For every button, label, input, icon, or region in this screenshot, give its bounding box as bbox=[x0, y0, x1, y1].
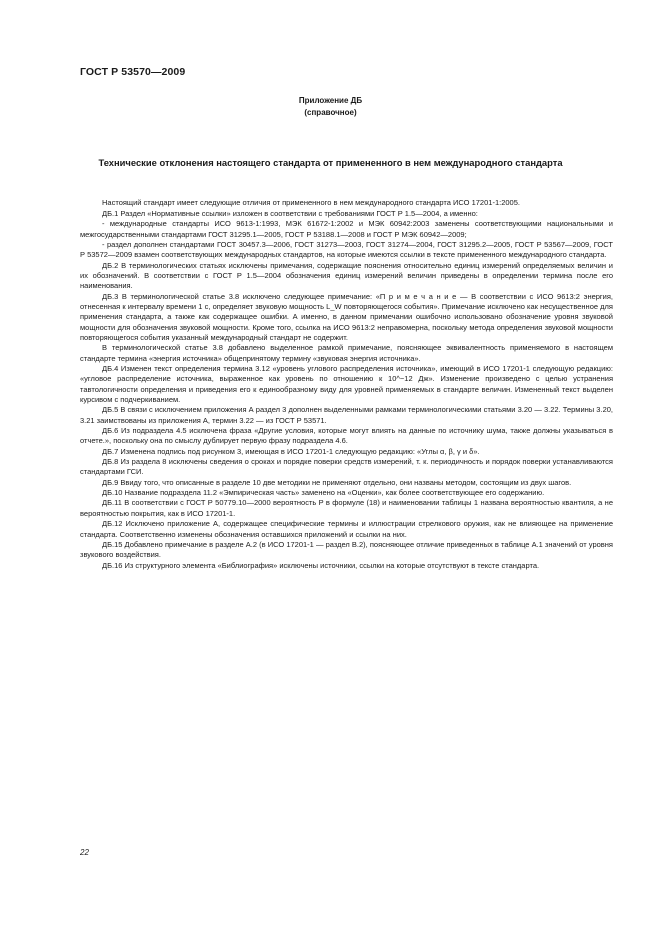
paragraph: ДБ.10 Название подраздела 11.2 «Эмпирическая часть» заменено на «Оценки», как более соответствующее его содержанию. bbox=[102, 488, 545, 498]
appendix-title: Приложение ДБ bbox=[298, 96, 363, 105]
paragraph: ДБ.5 В связи с исключением приложения А раздел 3 дополнен выделенными рамками терминологическими статьями 3.20 — 3.22. Термины 3.20, 3.21 заимствованы из приложения А, термин 3.22 — из ГОСТ Р 53571. bbox=[80, 405, 613, 425]
page-number: 22 bbox=[80, 848, 89, 857]
paragraph: ДБ.1 Раздел «Нормативные ссылки» изложен в соответствии с требованиями ГОСТ Р 1.5—2004, а именно: bbox=[102, 208, 478, 218]
paragraph: ДБ.3 В терминологической статье 3.8 исключено следующее примечание: «П р и м е ч а н и е — В соответствии с ИСО 9613:2 энергия, отнесенная к интервалу времени 1 с, определяет звуковую мощность L_W повторяющегося события». Примечание исключено как несущественное для применения стандарта, а также как содержащее ошибки. А именно, в данном примечании ошибочно использовано обозначение уровня звуковой мощности для обозначения звуковой мощности. Кроме того, ссылка на ИСО 9613:2 неправомерна, поскольку метода определения звуковой мощности повторяющегося события указанный международный стандарт не содержит. bbox=[80, 291, 613, 342]
paragraph: ДБ.6 Из подраздела 4.5 исключена фраза «Другие условия, которые могут влиять на данные по источнику шума, также должны указываться в отчете.», поскольку она по смыслу дублирует первую фразу подраздела 4.6. bbox=[80, 426, 613, 446]
paragraph: ДБ.4 Изменен текст определения термина 3.12 «уровень углового распределения источника», имеющий в ИСО 17201-1 следующую редакцию: «угловое распределение источника, выраженное как уровень по отношению к 10^−12 Дж». Изменение произведено с целью устранения тавтологичности определения и приведения его к единообразному виду для уровней применяемых в стандарте величин. Измененный текст выделен курсивом с подчеркиванием. bbox=[80, 364, 613, 405]
paragraph: ДБ.12 Исключено приложение А, содержащее специфические термины и иллюстрации стрелкового оружия, как не влияющее на применение стандарта. Соответственно изменены обозначения оставшихся приложений и ссылки на них. bbox=[80, 519, 613, 539]
paragraph: ДБ.7 Изменена подпись под рисунком 3, имеющая в ИСО 17201-1 следующую редакцию: «Углы α, β, γ и δ». bbox=[102, 446, 480, 456]
paragraph: ДБ.9 Ввиду того, что описанные в разделе 10 две методики не применяют отдельно, они названы методом, состоящим из двух шагов. bbox=[102, 477, 572, 487]
body-text bbox=[80, 198, 613, 571]
paragraph: Настоящий стандарт имеет следующие отличия от примененного в нем международного стандарта ИСО 17201-1:2005. bbox=[102, 198, 520, 207]
paragraph: ДБ.2 В терминологических статьях исключены примечания, содержащие пояснения относительно единиц измерений определяемых величин и их обозначений. В соответствии с ГОСТ Р 1.5—2004 обозначения единиц измерений величин приведены в определении термина после его наименования. bbox=[80, 260, 613, 291]
appendix-type: (справочное) bbox=[304, 108, 357, 117]
paragraph: В терминологической статье 3.8 добавлено выделенное рамкой примечание, поясняющее эквивалентность применяемого в настоящем стандарте термина «энергия источника» общепринятому термину «звуковая энергия источника». bbox=[80, 343, 613, 363]
paragraph: ДБ.11 В соответствии с ГОСТ Р 50779.10—2000 вероятность P в формуле (18) и наименовании таблицы 1 названа вероятностью квантиля, а не вероятностью покрытия, как в ИСО 17201-1. bbox=[80, 498, 613, 518]
document-code: ГОСТ Р 53570—2009 bbox=[80, 66, 186, 78]
paragraph: - раздел дополнен стандартами ГОСТ 30457.3—2006, ГОСТ 31273—2003, ГОСТ 31274—2004, ГОСТ 31295.2—2005, ГОСТ Р 53567—2009, ГОСТ Р 53572—2009 взамен соответствующих международных стандартов, на которые имеются ссылки в тексте примененного международного стандарта. bbox=[80, 239, 613, 260]
section-title: Технические отклонения настоящего стандарта от примененного в нем международного стандарта bbox=[98, 157, 563, 168]
paragraph: ДБ.16 Из структурного элемента «Библиография» исключены источники, ссылки на которые отсутствуют в тексте стандарта. bbox=[102, 560, 540, 570]
paragraph: - международные стандарты ИСО 9613-1:1993, МЭК 61672-1:2002 и МЭК 60942:2003 заменены соответствующими национальными и межгосударственными стандартами ГОСТ 31295.1—2005, ГОСТ Р 53188.1—2008 и ГОСТ Р МЭК 60942—2009; bbox=[80, 219, 613, 239]
paragraph: ДБ.8 Из раздела 8 исключены сведения о сроках и порядке поверки средств измерений, т. к. периодичность и порядок поверки устанавливаются стандартами ГСИ. bbox=[80, 457, 613, 477]
paragraph: ДБ.15 Добавлено примечание в разделе А.2 (в ИСО 17201-1 — раздел В.2), поясняющее отличие приведенных в таблице А.1 значений от уровня звукового воздействия. bbox=[80, 539, 613, 560]
